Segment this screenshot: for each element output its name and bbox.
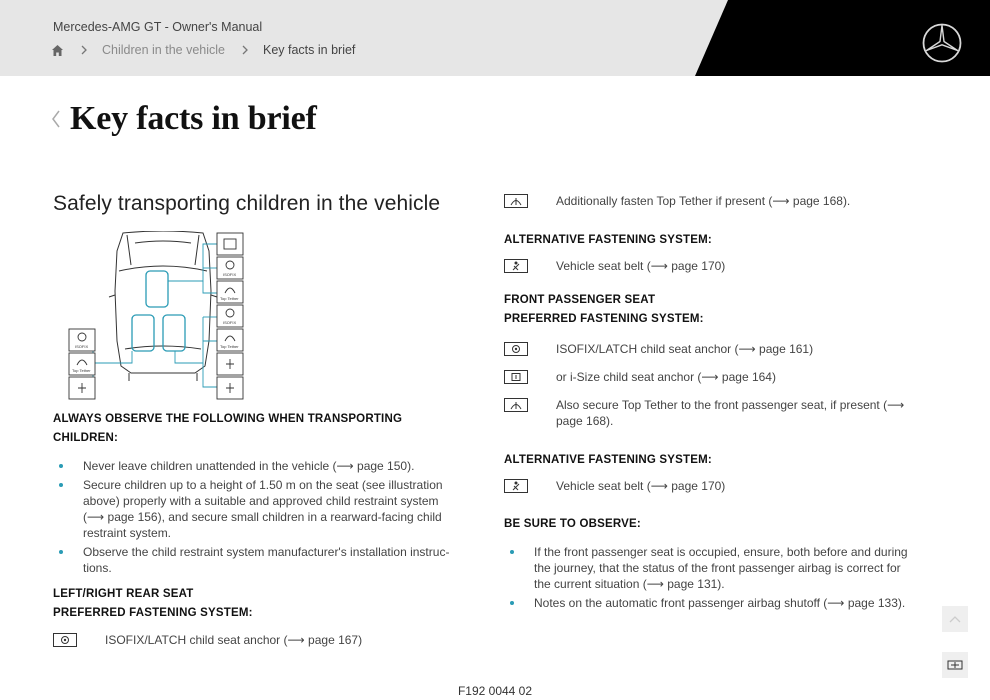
breadcrumb-link-children[interactable]: Children in the vehicle xyxy=(102,43,225,57)
isofix-label: ISOFIX xyxy=(223,272,237,277)
front-preferred-heading: PREFERRED FASTENING SYSTEM: xyxy=(504,313,704,325)
back-chevron-icon[interactable] xyxy=(50,108,62,130)
list-item: Secure children up to a height of 1.50 m on the seat (see illustration above) properly with a suitable and approved child restraint system (⟶ page 156), and secure small children in a rearward-facing child restraint system. xyxy=(53,477,453,541)
seat-belt-icon xyxy=(504,479,528,493)
front-isofix-row xyxy=(504,341,914,357)
mercedes-star-logo-icon[interactable] xyxy=(921,22,963,64)
front-seat-heading: FRONT PASSENGER SEAT xyxy=(504,294,656,306)
alternative-heading: ALTERNATIVE FASTENING SYSTEM: xyxy=(504,454,712,466)
top-tether-icon xyxy=(504,398,528,412)
front-isize-text[interactable]: or i-Size child seat anchor (⟶ page 164) xyxy=(556,370,776,384)
isofix-label: ISOFIX xyxy=(75,344,89,349)
left-column xyxy=(53,192,453,648)
list-item: Notes on the automatic front passenger airbag shutoff (⟶ page 133). xyxy=(504,595,914,611)
seat-belt-row xyxy=(504,258,914,274)
isofix-icon xyxy=(53,633,77,647)
rear-isofix-text[interactable]: ISOFIX/LATCH child seat anchor (⟶ page 167) xyxy=(105,633,363,647)
page-title: Key facts in brief xyxy=(70,100,317,137)
top-tether-icon xyxy=(504,194,528,208)
top-tether-text[interactable]: Additionally fasten Top Tether if present (⟶ page 168). xyxy=(556,194,851,208)
list-item: Never leave children unattended in the vehicle (⟶ page 150). xyxy=(53,458,453,474)
front-isofix-text[interactable]: ISOFIX/LATCH child seat anchor (⟶ page 161) xyxy=(556,342,814,356)
page-icon-button[interactable] xyxy=(942,652,968,678)
seat-belt-text[interactable]: Vehicle seat belt (⟶ page 170) xyxy=(556,259,726,273)
always-observe-heading: ALWAYS OBSERVE THE FOLLOWING WHEN TRANSPORTING CHILDREN: xyxy=(53,413,403,444)
rear-isofix-row xyxy=(53,632,453,648)
top-tether-row xyxy=(504,193,914,209)
rear-preferred-heading: PREFERRED FASTENING SYSTEM: xyxy=(53,607,253,619)
front-top-tether-row xyxy=(504,397,914,429)
list-item: Observe the child restraint system manufacturer's installation instructions. xyxy=(53,544,453,576)
list-item: If the front passenger seat is occupied, ensure, both before and during the journey, that the status of the front passenger airbag is correct for the current situation (⟶ page 131). xyxy=(504,544,914,592)
isofix-icon xyxy=(504,342,528,356)
front-top-tether-text[interactable]: Also secure Top Tether to the front passenger seat, if present (⟶ page 168). xyxy=(556,398,905,428)
manual-page-icon xyxy=(947,659,963,671)
right-column xyxy=(504,193,914,614)
alternative-heading: ALTERNATIVE FASTENING SYSTEM: xyxy=(504,234,712,246)
top-tether-label: Top Tether xyxy=(72,368,91,373)
front-isize-row xyxy=(504,369,914,385)
scroll-top-button[interactable] xyxy=(942,606,968,632)
child-seat-illustration xyxy=(53,231,253,401)
chevron-right-icon xyxy=(241,45,249,55)
seat-belt-text[interactable]: Vehicle seat belt (⟶ page 170) xyxy=(556,479,726,493)
be-sure-heading: BE SURE TO OBSERVE: xyxy=(504,518,641,530)
header-bar xyxy=(0,0,990,76)
chevron-up-icon xyxy=(949,615,961,623)
top-tether-label: Top Tether xyxy=(220,296,239,301)
rear-seat-heading: LEFT/RIGHT REAR SEAT xyxy=(53,588,194,600)
always-observe-list xyxy=(53,458,453,576)
seat-belt-icon xyxy=(504,259,528,273)
figure-id: F192 0044 02 xyxy=(457,684,533,698)
section-title: Safely transporting children in the vehicle xyxy=(53,192,441,215)
i-size-icon xyxy=(504,370,528,384)
breadcrumb-current: Key facts in brief xyxy=(263,43,356,57)
seat-belt-row xyxy=(504,478,914,494)
be-sure-list xyxy=(504,544,914,611)
chevron-right-icon xyxy=(80,45,88,55)
top-tether-label: Top Tether xyxy=(220,344,239,349)
isofix-label: ISOFIX xyxy=(223,320,237,325)
manual-title: Mercedes-AMG GT - Owner's Manual xyxy=(53,20,263,34)
breadcrumb xyxy=(51,42,355,58)
home-icon[interactable] xyxy=(51,44,64,57)
page-title-area xyxy=(50,100,317,138)
